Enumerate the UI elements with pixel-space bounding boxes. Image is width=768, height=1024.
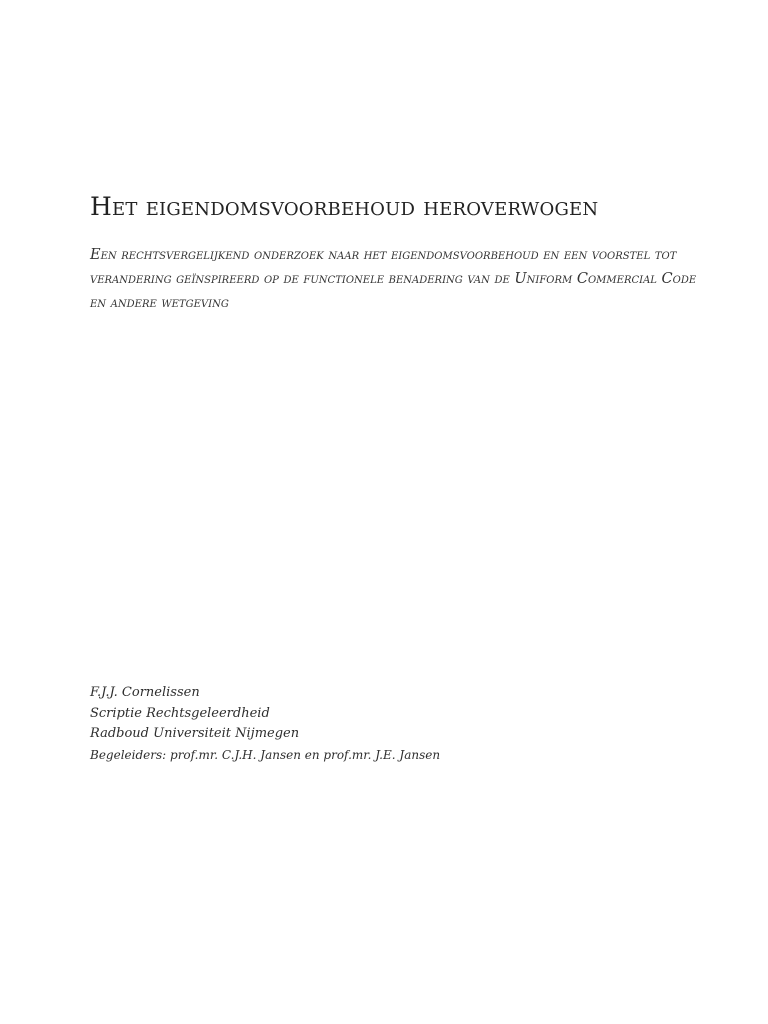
thesis-type: Scriptie Rechtsgeleerdheid [90, 705, 270, 721]
page-subtitle: Een rechtsvergelijkend onderzoek naar het eigendomsvoorbehoud en een voorstel tot verandering geïnspireerd op de functionele benadering van de Uniform Commercial Code en andere wetgeving [90, 247, 697, 311]
author-name: F.J.J. Cornelissen [90, 685, 200, 700]
supervisors-line: Begeleiders: prof.mr. C.J.H. Jansen en prof.mr. J.E. Jansen [90, 747, 441, 762]
university-name: Radboud Universiteit Nijmegen [90, 726, 300, 741]
author-block [90, 683, 650, 765]
page-title: Het eigendomsvoorbehoud heroverwogen [90, 192, 599, 221]
